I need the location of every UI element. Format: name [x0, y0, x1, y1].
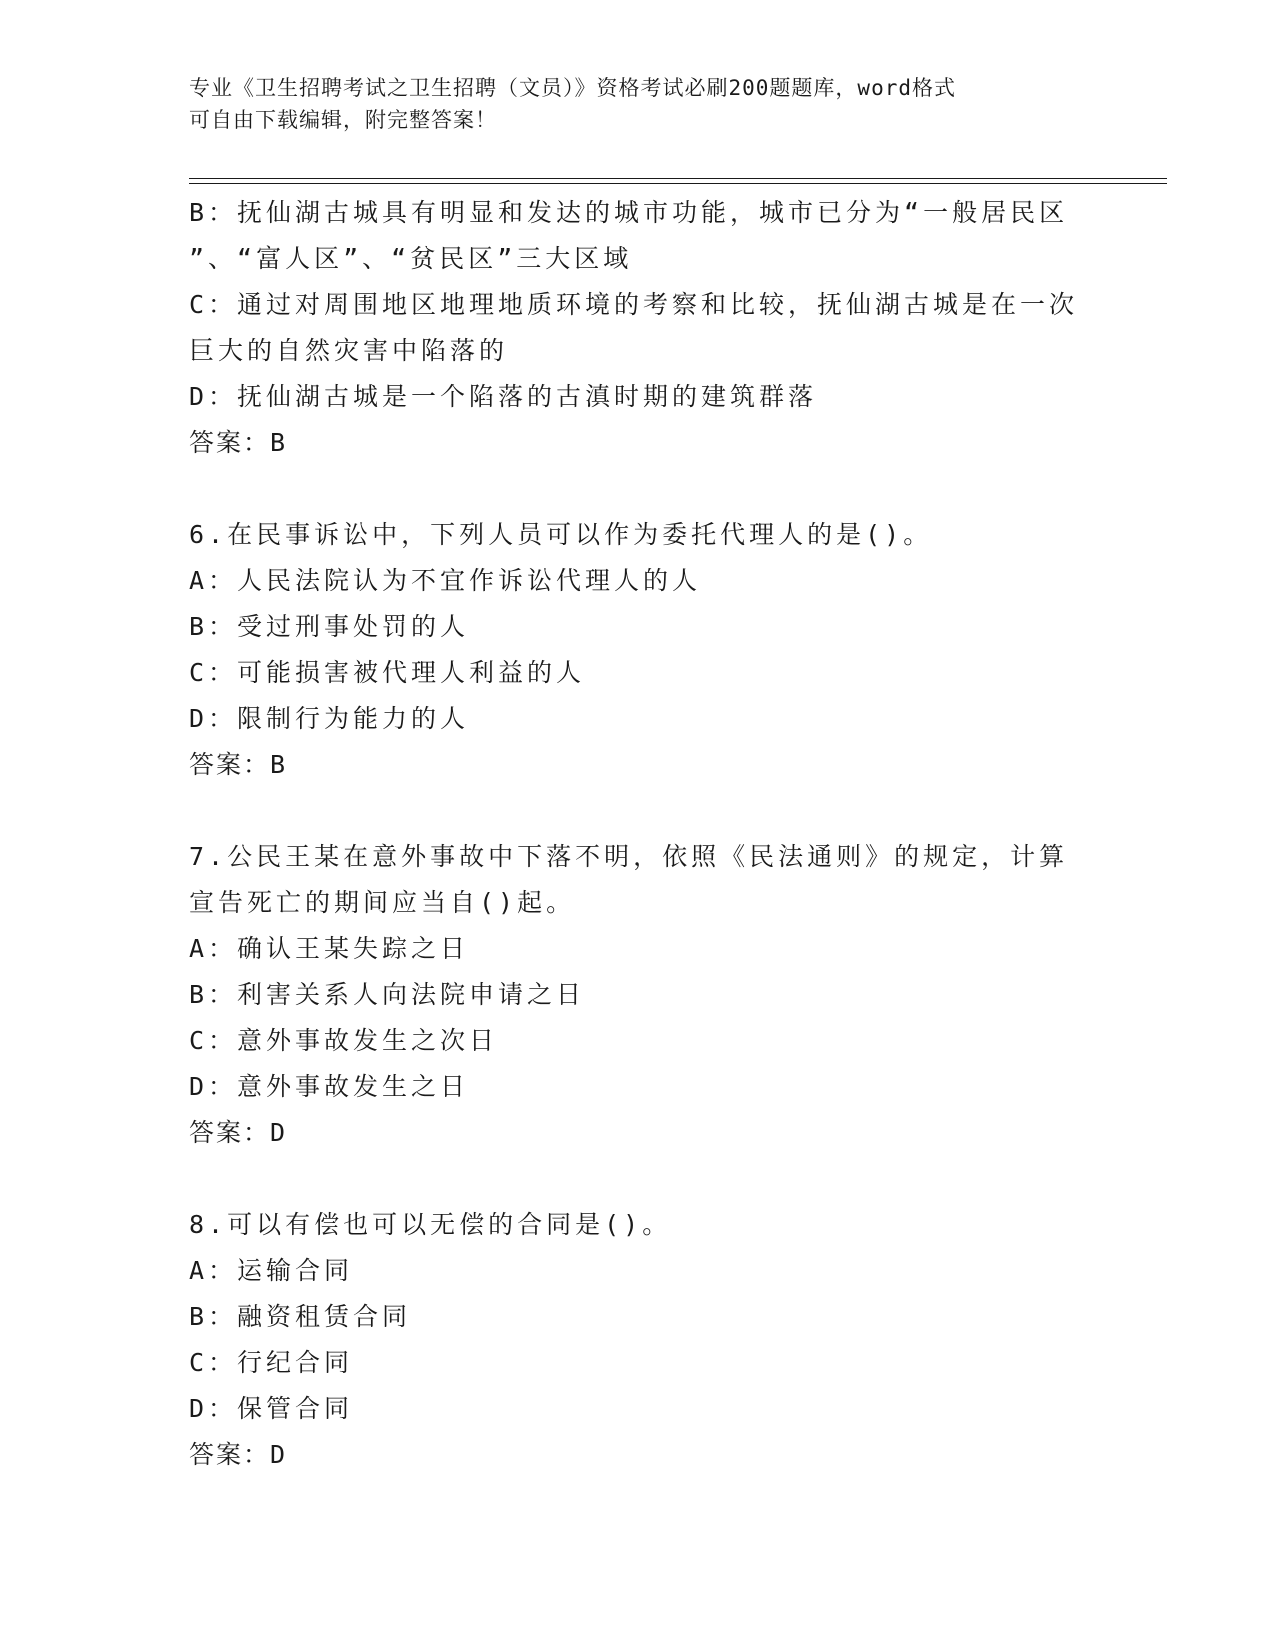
question-stem-line1: 7.公民王某在意外事故中下落不明，依照《民法通则》的规定，计算: [189, 842, 1069, 871]
spacer: [189, 466, 1089, 512]
question-7: [189, 834, 1089, 1156]
question-list: [189, 190, 1089, 1478]
option-b: B：利害关系人向法院申请之日: [189, 980, 586, 1009]
option-b: B：融资租赁合同: [189, 1302, 412, 1331]
option-c: C：意外事故发生之次日: [189, 1026, 499, 1055]
spacer: [189, 788, 1089, 834]
header-divider-bottom: [189, 183, 1167, 184]
option-b-line1: B：抚仙湖古城具有明显和发达的城市功能，城市已分为“一般居民区: [189, 198, 1069, 227]
option-d: D：抚仙湖古城是一个陷落的古滇时期的建筑群落: [189, 382, 818, 411]
answer: 答案：B: [189, 750, 288, 779]
document-header: [189, 72, 1069, 136]
answer: 答案：D: [189, 1440, 288, 1469]
question-8: [189, 1202, 1089, 1478]
option-a: A：人民法院认为不宜作诉讼代理人的人: [189, 566, 702, 595]
question-stem: 8.可以有偿也可以无偿的合同是()。: [189, 1210, 672, 1239]
header-title-line1: 专业《卫生招聘考试之卫生招聘（文员）》资格考试必刷200题题库，word格式: [189, 76, 956, 100]
option-b: B：受过刑事处罚的人: [189, 612, 470, 641]
option-a: A：运输合同: [189, 1256, 354, 1285]
question-5-continued: [189, 190, 1089, 466]
answer: 答案：D: [189, 1118, 288, 1147]
option-a: A：确认王某失踪之日: [189, 934, 470, 963]
option-c: C：行纪合同: [189, 1348, 354, 1377]
answer: 答案：B: [189, 428, 288, 457]
option-c-line2: 巨大的自然灾害中陷落的: [189, 336, 509, 365]
spacer: [189, 1156, 1089, 1202]
option-d: D：限制行为能力的人: [189, 704, 470, 733]
question-stem: 6.在民事诉讼中，下列人员可以作为委托代理人的是()。: [189, 520, 933, 549]
option-c-line1: C：通过对周围地区地理地质环境的考察和比较，抚仙湖古城是在一次: [189, 290, 1079, 319]
question-stem-line2: 宣告死亡的期间应当自()起。: [189, 888, 576, 917]
header-title-line2: 可自由下载编辑，附完整答案！: [189, 108, 497, 132]
question-6: [189, 512, 1089, 788]
option-d: D：意外事故发生之日: [189, 1072, 470, 1101]
option-b-line2: ”、“富人区”、“贫民区”三大区域: [189, 244, 633, 273]
header-divider-top: [189, 178, 1167, 179]
option-c: C：可能损害被代理人利益的人: [189, 658, 586, 687]
option-d: D：保管合同: [189, 1394, 354, 1423]
